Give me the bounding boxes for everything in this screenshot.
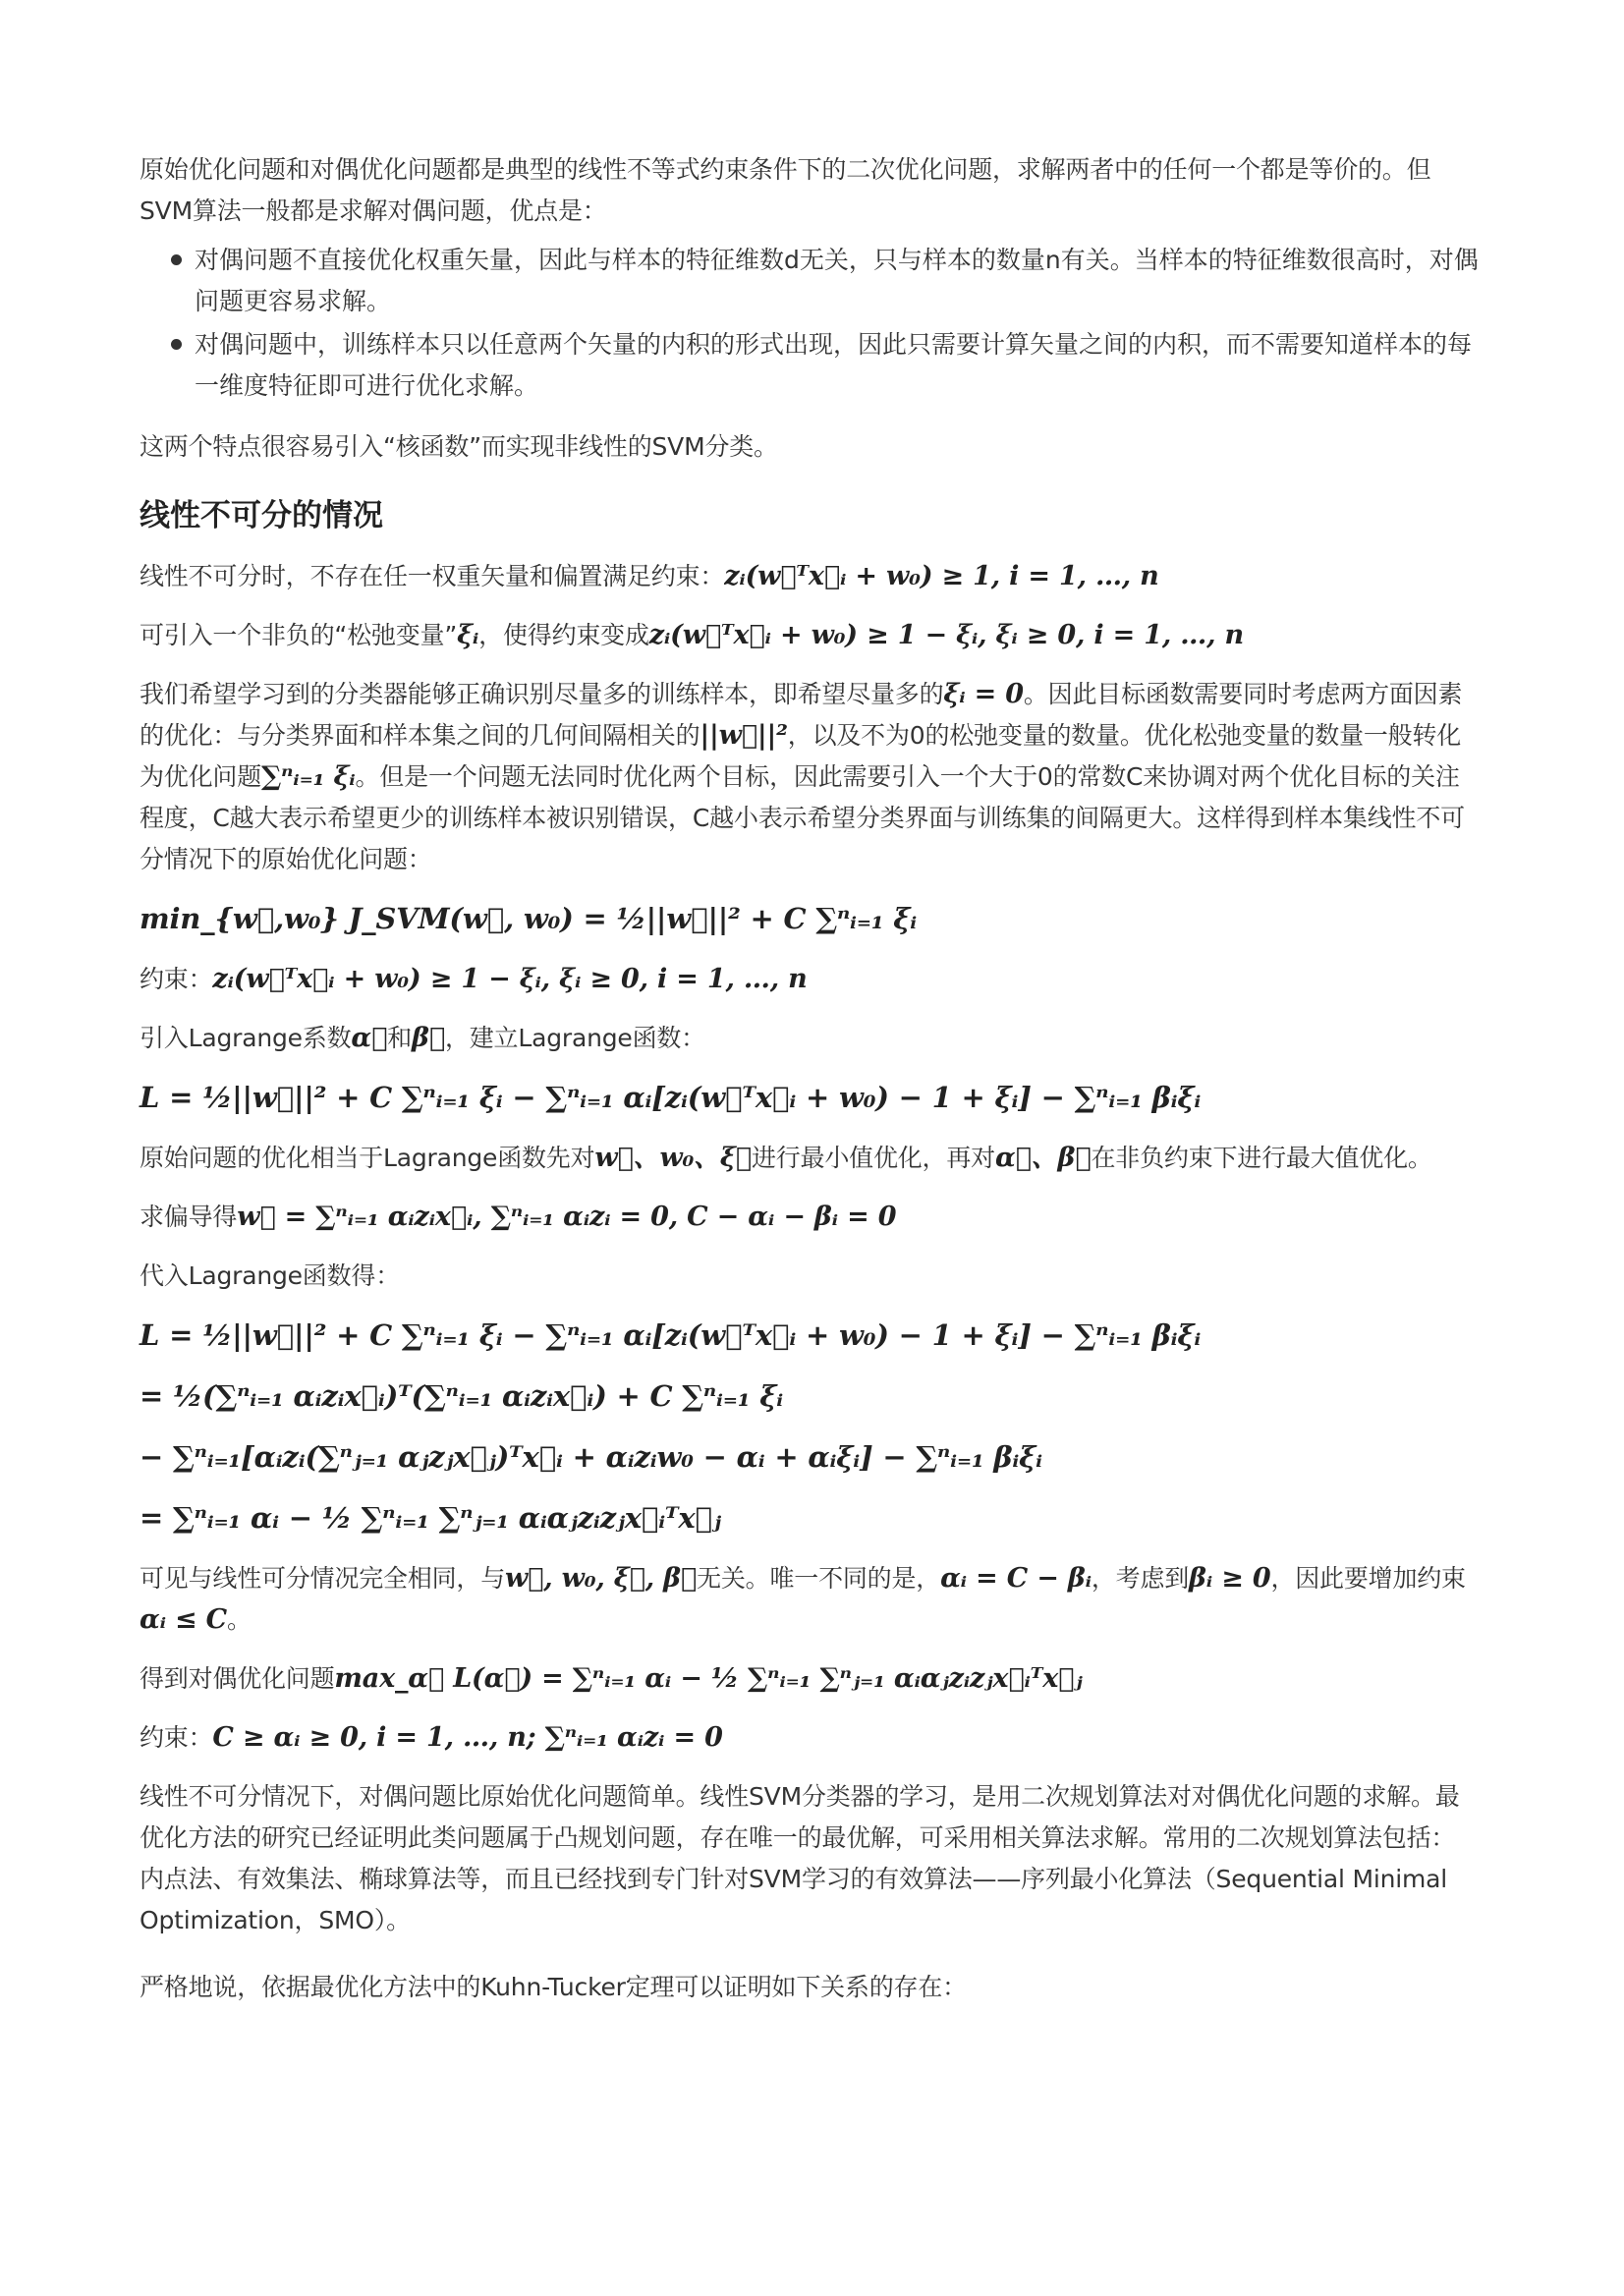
inline-math: ∑ⁿᵢ₌₁ ξᵢ [261,761,356,792]
intro-paragraph: 原始优化问题和对偶优化问题都是典型的线性不等式约束条件下的二次优化问题，求解两者中的任何一个都是等价的。但SVM算法一般都是求解对偶问题，优点是： [140,155,1431,225]
dual-constraint: 约束：C ≥ αᵢ ≥ 0, i = 1, …, n; ∑ⁿᵢ₌₁ αᵢzᵢ = 0 [140,1722,723,1753]
qp-paragraph: 线性不可分情况下，对偶问题比原始优化问题简单。线性SVM分类器的学习，是用二次规划算法对对偶优化问题的求解。最优化方法的研究已经证明此类问题属于凸规划问题，存在唯一的最优解，可采用相关算法求解。常用的二次规划算法包括：内点法、有效集法、椭球算法等，而且已经找到专门针对SVM学习的有效算法——序列最小化算法（Sequential Minimal Optimization，SMO）。 [140,1782,1460,1934]
dual-problem-line: 得到对偶优化问题max_α⃗ L(α⃗) = ∑ⁿᵢ₌₁ αᵢ − ½ ∑ⁿᵢ₌₁ ∑ⁿⱼ₌₁ αᵢαⱼzᵢzⱼx⃗ᵢᵀx⃗ⱼ [140,1663,1083,1694]
slack-constraint-formula: zᵢ(w⃗ᵀx⃗ᵢ + w₀) ≥ 1 − ξᵢ, ξᵢ ≥ 0, i = 1, …, n [648,620,1244,650]
substitution-step-1: L = ½||w⃗||² + C ∑ⁿᵢ₌₁ ξᵢ − ∑ⁿᵢ₌₁ αᵢ[zᵢ(w⃗ᵀx⃗ᵢ + w₀) − 1 + ξᵢ] − ∑ⁿᵢ₌₁ βᵢξᵢ [140,1318,1202,1352]
inline-math: ||w⃗||² [700,720,788,751]
substitution-step-4: = ∑ⁿᵢ₌₁ αᵢ − ½ ∑ⁿᵢ₌₁ ∑ⁿⱼ₌₁ αᵢαⱼzᵢzⱼx⃗ᵢᵀx⃗ⱼ [140,1501,721,1535]
inline-math: w⃗, w₀, ξ⃗, β⃗ [505,1563,698,1594]
inline-math: αᵢ ≤ C [140,1604,227,1635]
advantages-list [140,240,1479,407]
list-item: 对偶问题不直接优化权重矢量，因此与样本的特征维数d无关，只与样本的数量n有关。当样本的特征维数很高时，对偶问题更容易求解。 [171,240,1479,322]
inline-math: ξᵢ = 0 [943,679,1024,709]
slack-variable: ξᵢ [457,620,479,650]
section-heading: 线性不可分的情况 [140,498,383,533]
substitute-line: 代入Lagrange函数得： [140,1261,401,1290]
primal-constraint: 约束：zᵢ(w⃗ᵀx⃗ᵢ + w₀) ≥ 1 − ξᵢ, ξᵢ ≥ 0, i = 1, …, n [140,964,808,994]
comparison-paragraph: 可见与线性可分情况完全相同，与w⃗, w₀, ξ⃗, β⃗无关。唯一不同的是，αᵢ = C − βᵢ，考虑到βᵢ ≥ 0，因此要增加约束αᵢ ≤ C。 [140,1563,1466,1635]
constraint-formula: C ≥ αᵢ ≥ 0, i = 1, …, n; ∑ⁿᵢ₌₁ αᵢzᵢ = 0 [212,1722,723,1753]
intro-closing: 这两个特点很容易引入“核函数”而实现非线性的SVM分类。 [140,432,778,461]
slack-line: 可引入一个非负的“松弛变量”ξᵢ，使得约束变成zᵢ(w⃗ᵀx⃗ᵢ + w₀) ≥ 1 − ξᵢ, ξᵢ ≥ 0, i = 1, …, n [140,620,1244,650]
kuhn-tucker-line: 严格地说，依据最优化方法中的Kuhn-Tucker定理可以证明如下关系的存在： [140,1973,967,2001]
partial-derivative-line: 求偏导得w⃗ = ∑ⁿᵢ₌₁ αᵢzᵢx⃗ᵢ, ∑ⁿᵢ₌₁ αᵢzᵢ = 0, C − αᵢ − βᵢ = 0 [140,1202,897,1232]
objective-paragraph: 我们希望学习到的分类器能够正确识别尽量多的训练样本，即希望尽量多的ξᵢ = 0。因此目标函数需要同时考虑两方面因素的优化：与分类界面和样本集之间的几何间隔相关的||w⃗||²，以及不为0的松弛变量的数量。优化松弛变量的数量一般转化为优化问题∑ⁿᵢ₌₁ ξᵢ。但是一个问题无法同时优化两个目标，因此需要引入一个大于0的常数C来协调对两个优化目标的关注程度，C越大表示希望更少的训练样本被识别错误，C越小表示希望分类界面与训练集的间隔更大。这样得到样本集线性不可分情况下的原始优化问题： [140,679,1465,873]
inline-math: max_α⃗ L(α⃗) = ∑ⁿᵢ₌₁ αᵢ − ½ ∑ⁿᵢ₌₁ ∑ⁿⱼ₌₁ αᵢαⱼzᵢzⱼx⃗ᵢᵀx⃗ⱼ [334,1663,1083,1694]
inline-math: α⃗、β⃗ [994,1143,1092,1173]
lagrange-intro: 引入Lagrange系数α⃗和β⃗，建立Lagrange函数： [140,1023,705,1053]
inline-math: β⃗ [412,1023,445,1053]
inline-math: w⃗、w₀、ξ⃗ [594,1143,752,1173]
inline-math: βᵢ ≥ 0 [1189,1563,1271,1594]
list-item: 对偶问题中，训练样本只以任意两个矢量的内积的形式出现，因此只需要计算矢量之间的内积，而不需要知道样本的每一维度特征即可进行优化求解。 [171,324,1479,407]
substitution-step-2: = ½(∑ⁿᵢ₌₁ αᵢzᵢx⃗ᵢ)ᵀ(∑ⁿᵢ₌₁ αᵢzᵢx⃗ᵢ) + C ∑ⁿᵢ₌₁ ξᵢ [140,1379,783,1413]
nonseparable-line: 线性不可分时，不存在任一权重矢量和偏置满足约束：zᵢ(w⃗ᵀx⃗ᵢ + w₀) ≥ 1, i = 1, …, n [140,561,1159,591]
substitution-step-3: − ∑ⁿᵢ₌₁[αᵢzᵢ(∑ⁿⱼ₌₁ αⱼzⱼx⃗ⱼ)ᵀx⃗ᵢ + αᵢzᵢw₀ − αᵢ + αᵢξᵢ] − ∑ⁿᵢ₌₁ βᵢξᵢ [140,1440,1042,1474]
constraint-formula: zᵢ(w⃗ᵀx⃗ᵢ + w₀) ≥ 1, i = 1, …, n [724,561,1159,591]
constraint-formula: zᵢ(w⃗ᵀx⃗ᵢ + w₀) ≥ 1 − ξᵢ, ξᵢ ≥ 0, i = 1, …, n [212,964,808,994]
inline-math: w⃗ = ∑ⁿᵢ₌₁ αᵢzᵢx⃗ᵢ, ∑ⁿᵢ₌₁ αᵢzᵢ = 0, C − αᵢ − βᵢ = 0 [237,1202,897,1232]
primal-equation: min_{w⃗,w₀} J_SVM(w⃗, w₀) = ½||w⃗||² + C ∑ⁿᵢ₌₁ ξᵢ [140,902,917,935]
optimization-order: 原始问题的优化相当于Lagrange函数先对w⃗、w₀、ξ⃗进行最小值优化，再对α⃗、β⃗在非负约束下进行最大值优化。 [140,1143,1432,1173]
lagrange-equation: L = ½||w⃗||² + C ∑ⁿᵢ₌₁ ξᵢ − ∑ⁿᵢ₌₁ αᵢ[zᵢ(w⃗ᵀx⃗ᵢ + w₀) − 1 + ξᵢ] − ∑ⁿᵢ₌₁ βᵢξᵢ [140,1081,1202,1114]
inline-math: α⃗ [351,1023,388,1053]
inline-math: αᵢ = C − βᵢ [940,1563,1092,1594]
